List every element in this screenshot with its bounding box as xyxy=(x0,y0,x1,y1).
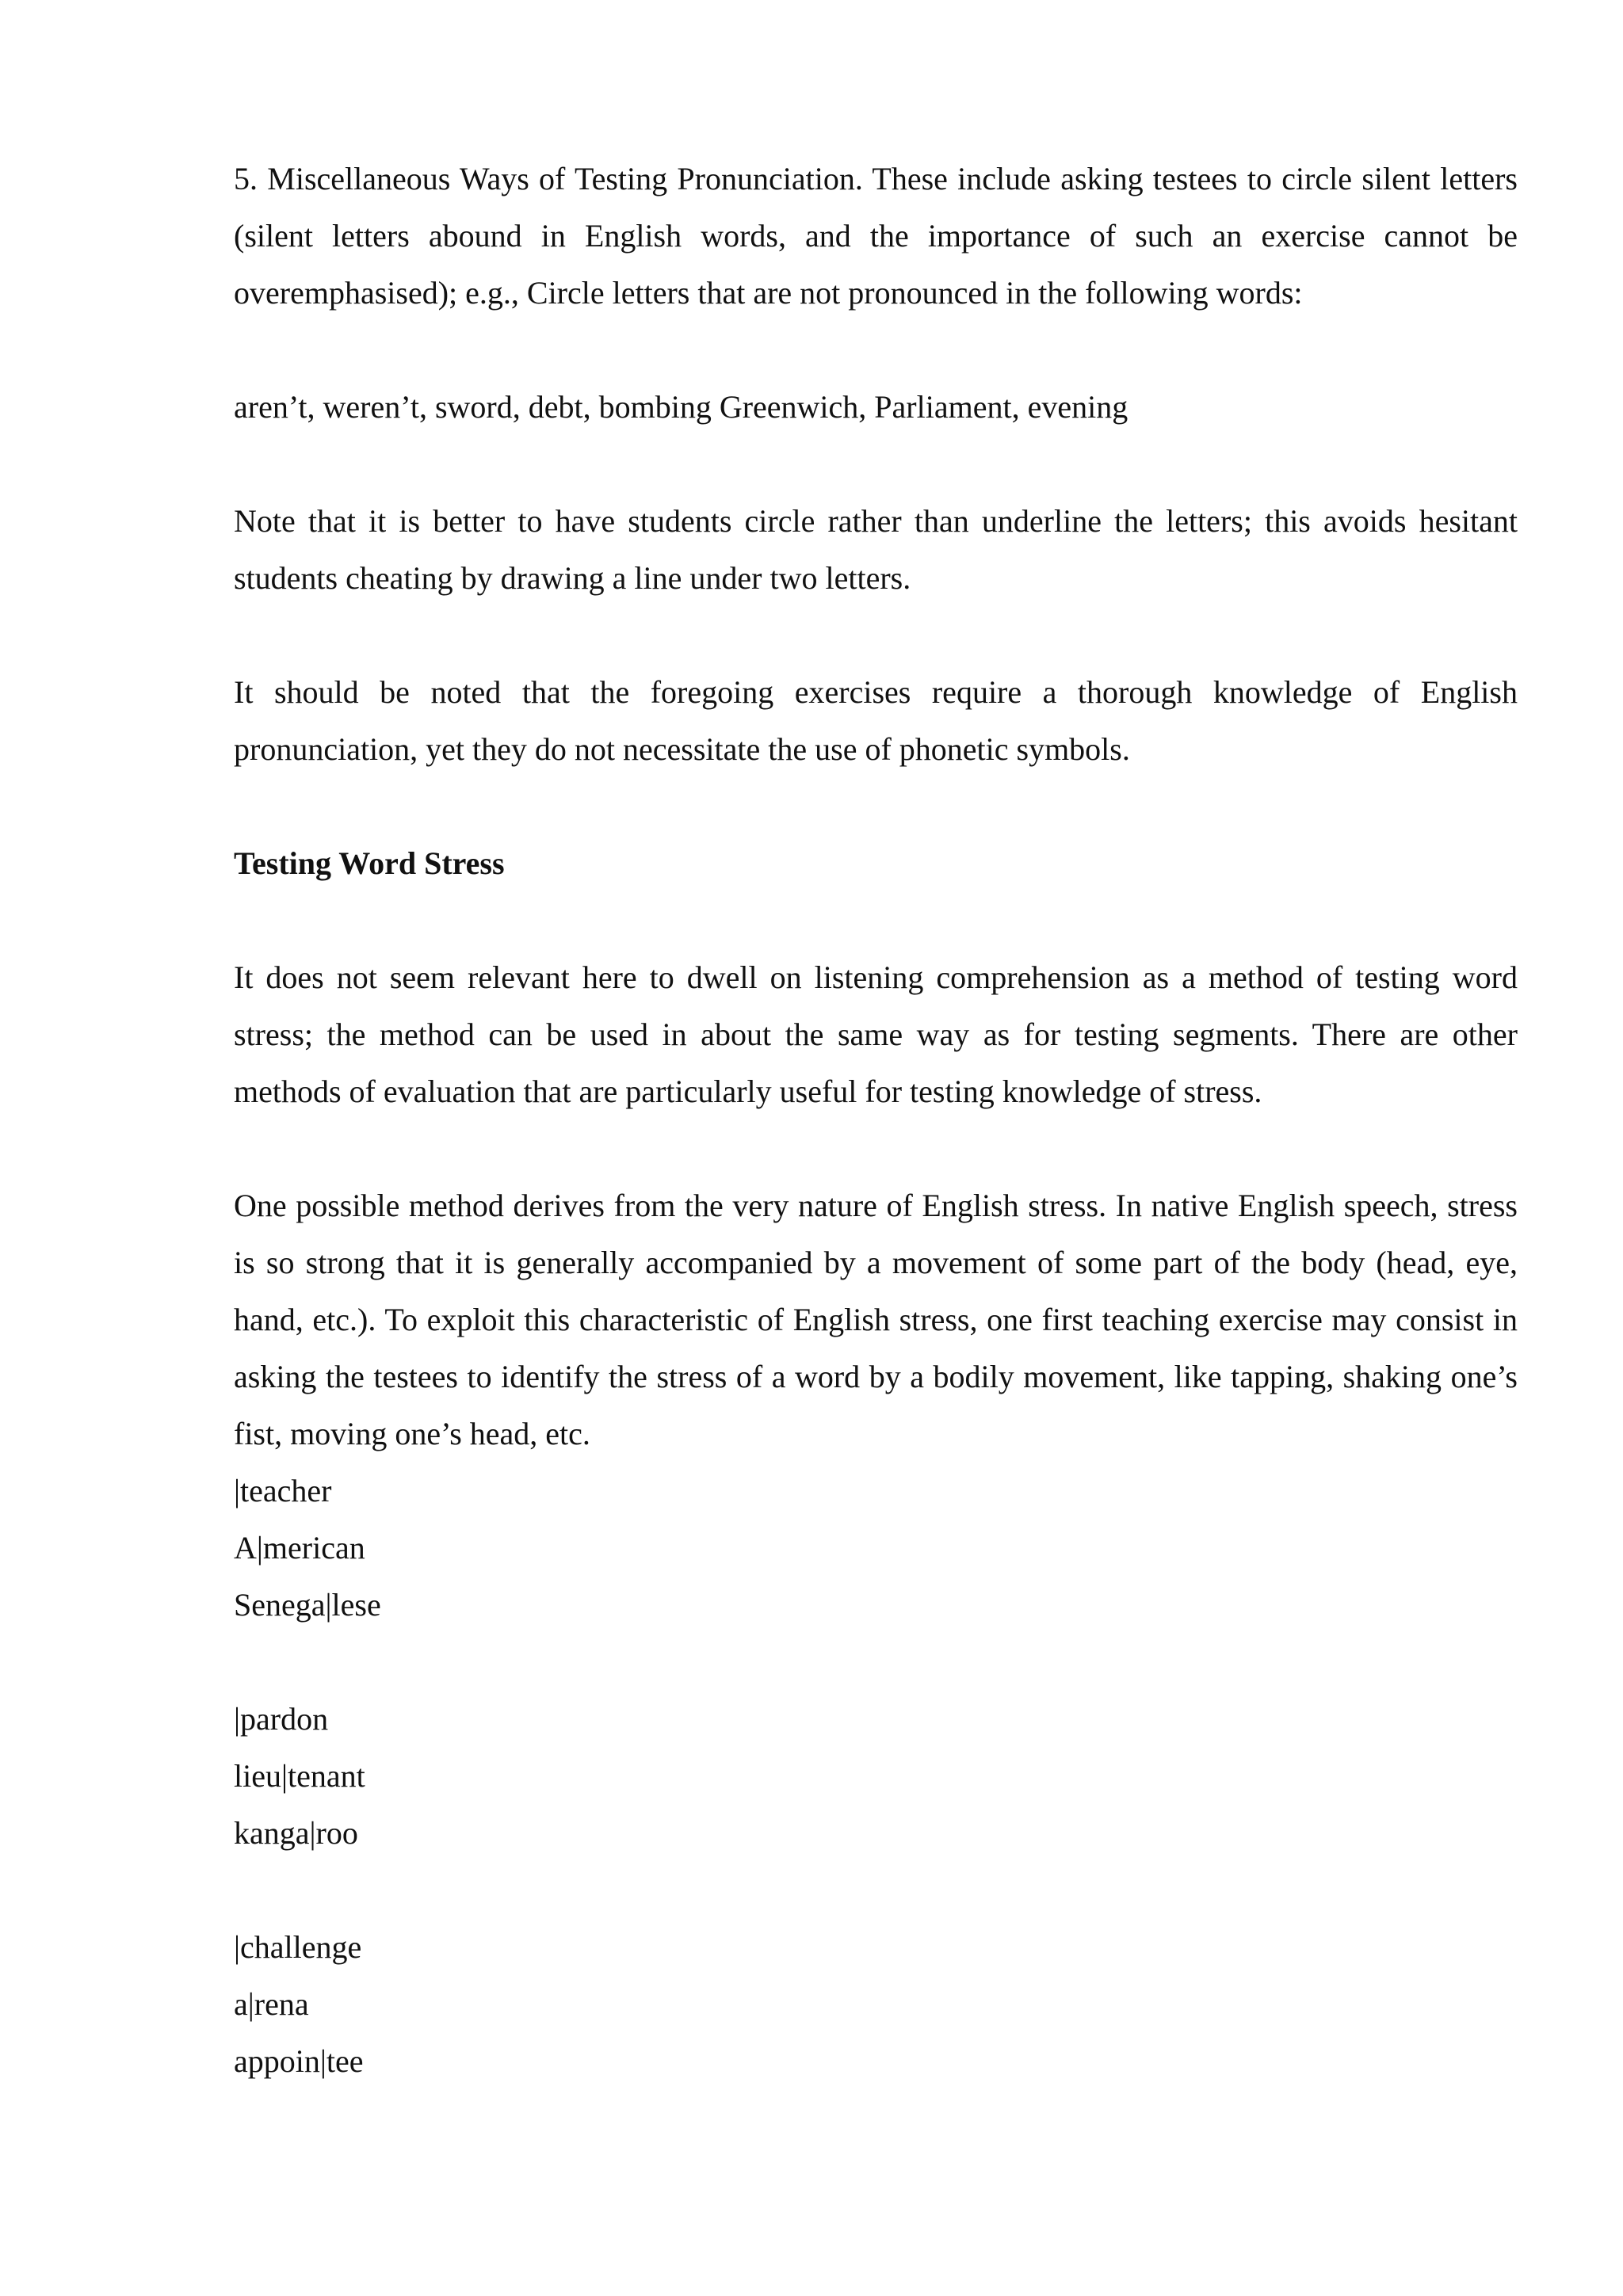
spacer xyxy=(234,1634,1518,1691)
spacer xyxy=(234,322,1518,379)
paragraph-circle-note: Note that it is better to have students circle rather than underline the letters; this avoids hesitant students cheating by drawing a line under two letters. xyxy=(234,503,1518,596)
stress-word: lieu|tenant xyxy=(234,1758,365,1794)
stress-word: A|merican xyxy=(234,1530,365,1566)
stress-group-3 xyxy=(234,1919,1518,2090)
paragraph-listening-comprehension: It does not seem relevant here to dwell on listening comprehension as a method of testing word stress; the method can be used in about the same way as for testing segments. There are other methods of evaluation that are particularly useful for testing knowledge of stress. xyxy=(234,959,1518,1109)
section-heading-word-stress: Testing Word Stress xyxy=(234,845,505,881)
spacer xyxy=(234,778,1518,835)
stress-word: Senega|lese xyxy=(234,1587,381,1623)
spacer xyxy=(234,607,1518,664)
stress-word: appoin|tee xyxy=(234,2043,364,2079)
spacer xyxy=(234,436,1518,493)
paragraph-english-stress-method: One possible method derives from the very nature of English stress. In native English speech, stress is so strong that it is generally accompanied by a movement of some part of the body (head, eye, hand, etc.). To exploit this characteristic of English stress, one first teaching exercise may consist in asking the testees to identify the stress of a word by a bodily movement, like tapping, shaking one’s fist, moving one’s head, etc. xyxy=(234,1188,1518,1451)
stress-word: a|rena xyxy=(234,1986,309,2022)
paragraph-miscellaneous-testing: 5. Miscellaneous Ways of Testing Pronunciation. These include asking testees to circle silent letters (silent letters abound in English words, and the importance of such an exercise cannot be overemphasised); e.g., Circle letters that are not pronounced in the following words: xyxy=(234,161,1518,311)
spacer xyxy=(234,1120,1518,1177)
paragraph-foregoing-exercises: It should be noted that the foregoing exercises require a thorough knowledge of English pronunciation, yet they do not necessitate the use of phonetic symbols. xyxy=(234,674,1518,767)
document-page xyxy=(234,151,1518,2090)
stress-word: kanga|roo xyxy=(234,1815,358,1851)
stress-word: |teacher xyxy=(234,1473,332,1508)
stress-group-2 xyxy=(234,1691,1518,1862)
stress-word: |challenge xyxy=(234,1929,362,1965)
stress-group-1 xyxy=(234,1463,1518,1634)
stress-word: |pardon xyxy=(234,1701,329,1737)
spacer xyxy=(234,1862,1518,1919)
spacer xyxy=(234,892,1518,949)
silent-letters-word-list: aren’t, weren’t, sword, debt, bombing Greenwich, Parliament, evening xyxy=(234,389,1128,425)
